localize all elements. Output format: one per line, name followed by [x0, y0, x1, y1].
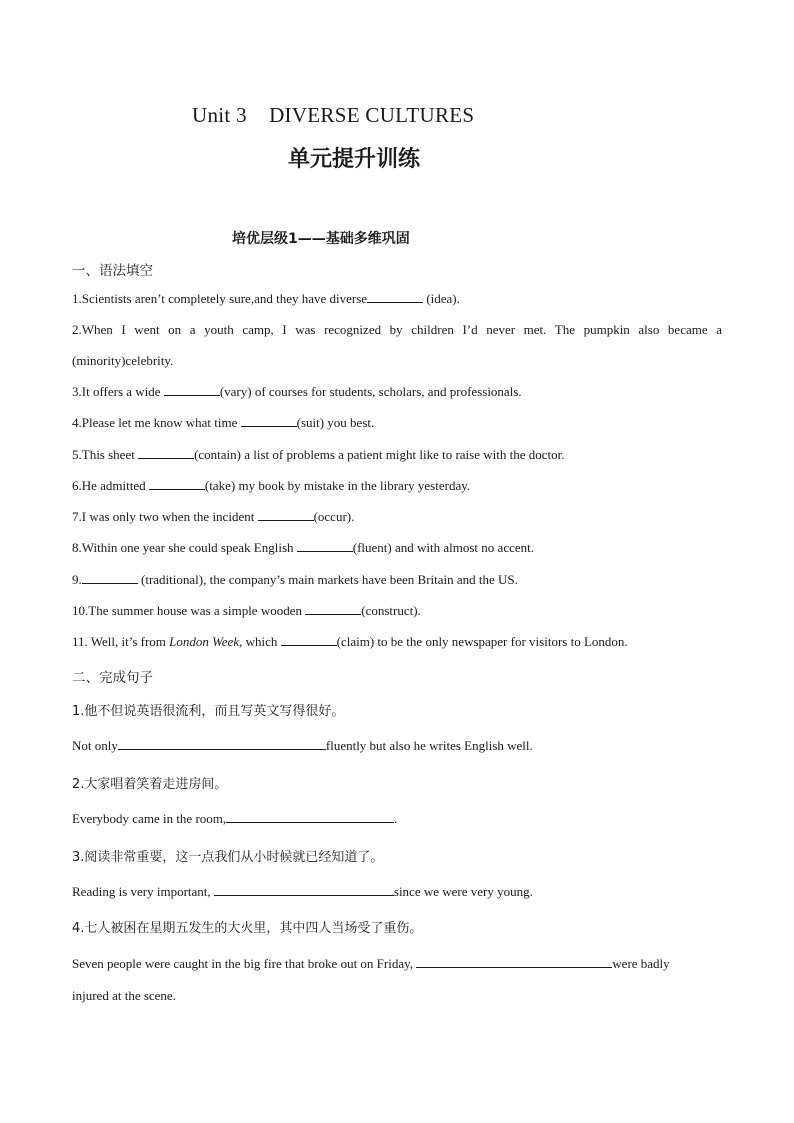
section-heading-sentences: 二、完成句子	[72, 670, 153, 686]
answer-blank[interactable]	[118, 737, 326, 750]
exercise-item-2-line2: (minority)celebrity.	[72, 353, 174, 368]
exercise-item-6: 6.He admitted (take) my book by mistake in the library yesterday.	[72, 478, 471, 493]
answer-blank[interactable]	[258, 508, 314, 521]
answer-blank[interactable]	[226, 810, 394, 823]
exercise-item-2-line1: 2.When I went on a youth camp, I was recognized by children I’d never met. The pumpkin also became a	[72, 322, 722, 337]
sentence-answer-4-line2: injured at the scene.	[72, 988, 176, 1003]
sentence-answer-1: Not only fluently but also he writes English well.	[72, 738, 533, 753]
answer-blank[interactable]	[367, 290, 423, 303]
answer-blank[interactable]	[164, 383, 220, 396]
exercise-item-8: 8.Within one year she could speak English (fluent) and with almost no accent.	[72, 540, 534, 555]
answer-blank[interactable]	[149, 477, 205, 490]
sentence-answer-2: Everybody came in the room, .	[72, 811, 398, 826]
exercise-item-10: 10.The summer house was a simple wooden (construct).	[72, 603, 421, 618]
sentence-answer-4-line1: Seven people were caught in the big fire that broke out on Friday, were badly	[72, 956, 670, 971]
exercise-item-1: 1.Scientists aren’t completely sure,and they have diverse (idea).	[72, 291, 460, 306]
sentence-prompt-3: 3.阅读非常重要，这一点我们从小时候就已经知道了。	[72, 850, 384, 865]
exercise-item-11: 11. Well, it’s from London Week, which (claim) to be the only newspaper for visitors to London.	[72, 634, 628, 649]
sentence-answer-3: Reading is very important, since we were very young.	[72, 884, 533, 899]
level-heading: 培优层级1——基础多维巩固	[232, 231, 410, 247]
answer-blank[interactable]	[297, 539, 353, 552]
answer-blank[interactable]	[305, 602, 361, 615]
answer-blank[interactable]	[138, 446, 194, 459]
unit-title: Unit 3 DIVERSE CULTURES	[192, 103, 475, 127]
answer-blank[interactable]	[214, 883, 394, 896]
exercise-item-9: 9. (traditional), the company’s main markets have been Britain and the US.	[72, 572, 518, 587]
section-heading-grammar: 一、语法填空	[72, 263, 153, 279]
answer-blank[interactable]	[82, 571, 138, 584]
exercise-item-7: 7.I was only two when the incident (occur).	[72, 509, 355, 524]
answer-blank[interactable]	[416, 955, 612, 968]
sentence-prompt-4: 4.七人被困在星期五发生的大火里，其中四人当场受了重伤。	[72, 921, 423, 936]
answer-blank[interactable]	[281, 633, 337, 646]
exercise-item-4: 4.Please let me know what time (suit) you best.	[72, 415, 375, 430]
sentence-prompt-2: 2.大家唱着笑着走进房间。	[72, 777, 228, 792]
exercise-item-5: 5.This sheet (contain) a list of problems a patient might like to raise with the doctor.	[72, 447, 565, 462]
exercise-item-3: 3.It offers a wide (vary) of courses for students, scholars, and professionals.	[72, 384, 522, 399]
page-title: 单元提升训练	[288, 147, 421, 172]
answer-blank[interactable]	[241, 414, 297, 427]
sentence-prompt-1: 1.他不但说英语很流利，而且写英文写得很好。	[72, 704, 345, 719]
